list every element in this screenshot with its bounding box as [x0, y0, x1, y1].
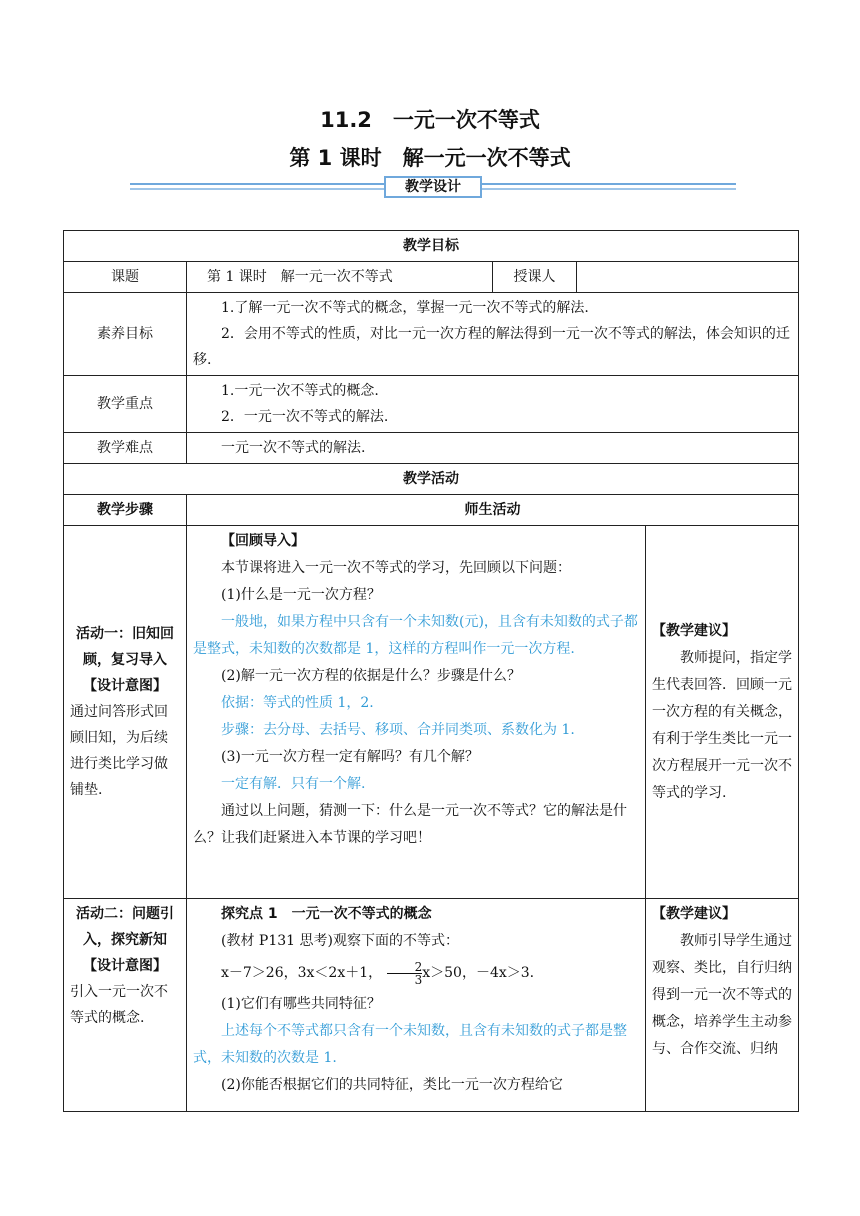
- question: (2)解一元一次方程的依据是什么？步骤是什么？: [221, 668, 521, 684]
- answer: 一定有解．只有一个解.: [221, 776, 366, 792]
- activity-2-suggestion: [646, 899, 799, 1112]
- suggestion-text: 教师引导学生通过观察、类比，自行归纳得到一元一次不等式的概念，培养学生主动参与、合作交流、归纳: [652, 933, 792, 1057]
- activity-1-row: [64, 526, 799, 899]
- objectives-heading: 教学目标: [64, 231, 799, 262]
- literacy-label: 素养目标: [64, 293, 187, 376]
- activity-2-step: [64, 899, 187, 1112]
- teacher-label: 授课人: [493, 262, 577, 293]
- activity-2-design-label: 【设计意图】: [83, 958, 167, 974]
- activity-1-intro: 本节课将进入一元一次不等式的学习，先回顾以下问题：: [221, 560, 571, 576]
- key-item: 1.一元一次不等式的概念.: [221, 383, 379, 399]
- key-item: 2．一元一次不等式的解法.: [221, 409, 389, 425]
- activity-2-row: [64, 899, 799, 1112]
- literacy-item: 2．会用不等式的性质，对比一元一次方程的解法得到一元一次不等式的解法，体会知识的迁移.: [193, 326, 790, 368]
- activities-header-row: [64, 464, 799, 495]
- activity-1-step: [64, 526, 187, 899]
- answer: 上述每个不等式都只含有一个未知数，且含有未知数的式子都是整式，未知数的次数是 1.: [193, 1023, 627, 1066]
- key-content: [187, 376, 799, 433]
- question: (2)你能否根据它们的共同特征，类比一元一次方程给它: [221, 1077, 563, 1093]
- topic-row: [64, 262, 799, 293]
- suggestion-label: 【教学建议】: [652, 622, 736, 639]
- inequalities: [193, 955, 639, 991]
- activity-1-name: 活动一：旧知回顾，复习导入: [76, 626, 174, 668]
- literacy-row: [64, 293, 799, 376]
- answer: 步骤：去分母、去括号、移项、合并同类项、系数化为 1.: [221, 722, 575, 738]
- banner-label: 教学设计: [384, 176, 482, 198]
- banner: [130, 176, 736, 198]
- activity-2-content: [187, 899, 646, 1112]
- activity-1-suggestion: [646, 526, 799, 899]
- lesson-table: [63, 230, 799, 1112]
- textbook-reference: (教材 P131 思考)观察下面的不等式：: [221, 933, 459, 949]
- activity-1-design-text: 通过问答形式回顾旧知，为后续进行类比学习做铺垫.: [70, 704, 168, 798]
- difficulty-label: 教学难点: [64, 433, 187, 464]
- topic-label: 课题: [64, 262, 187, 293]
- question: (3)一元一次方程一定有解吗？有几个解？: [221, 749, 479, 765]
- activity-1-closing: 通过以上问题，猜测一下：什么是一元一次不等式？它的解法是什么？让我们赶紧进入本节课的学习吧！: [193, 803, 627, 846]
- lesson-title: 第 1 课时 解一元一次不等式: [289, 146, 571, 170]
- inequality-part: x＞50，－4x＞3.: [422, 965, 535, 981]
- difficulty-row: [64, 433, 799, 464]
- fraction-denominator: 3: [414, 972, 423, 987]
- activity-1-heading: 【回顾导入】: [221, 533, 305, 549]
- activity-2-name: 活动二：问题引入，探究新知: [76, 906, 174, 948]
- activity-1-content: [187, 526, 646, 899]
- difficulty-item: 一元一次不等式的解法.: [187, 433, 799, 464]
- suggestion-text: 教师提问，指定学生代表回答．回顾一元一次方程的有关概念，有利于学生类比一元一次方程展开一元一次不等式的学习.: [652, 649, 792, 801]
- objectives-header-row: [64, 231, 799, 262]
- steps-label: 教学步骤: [64, 495, 187, 526]
- activities-heading: 教学活动: [64, 464, 799, 495]
- key-row: [64, 376, 799, 433]
- activity-1-design-label: 【设计意图】: [83, 678, 167, 694]
- fraction-numerator: 2: [387, 961, 423, 974]
- answer: 一般地，如果方程中只含有一个未知数(元)，且含有未知数的式子都是整式，未知数的次数都是 1，这样的方程叫作一元一次方程.: [193, 614, 638, 657]
- section-title: 11.2 一元一次不等式: [320, 108, 540, 132]
- literacy-item: 1.了解一元一次不等式的概念，掌握一元一次不等式的解法.: [221, 300, 589, 316]
- inequality-part: x－7＞26，3x＜2x＋1，: [221, 965, 383, 981]
- teacher-student-label: 师生活动: [187, 495, 799, 526]
- answer: 依据：等式的性质 1，2.: [221, 695, 374, 711]
- question: (1)它们有哪些共同特征？: [221, 996, 381, 1012]
- fraction: [387, 961, 423, 986]
- teacher-value: [577, 262, 799, 293]
- literacy-content: [187, 293, 799, 376]
- activity-2-design-text: 引入一元一次不等式的概念.: [70, 984, 168, 1026]
- activities-column-row: [64, 495, 799, 526]
- topic-value: 第 1 课时 解一元一次不等式: [187, 262, 493, 293]
- question: (1)什么是一元一次方程？: [221, 587, 381, 603]
- point-heading: 探究点 1 一元一次不等式的概念: [221, 906, 432, 922]
- suggestion-label: 【教学建议】: [652, 906, 736, 922]
- key-label: 教学重点: [64, 376, 187, 433]
